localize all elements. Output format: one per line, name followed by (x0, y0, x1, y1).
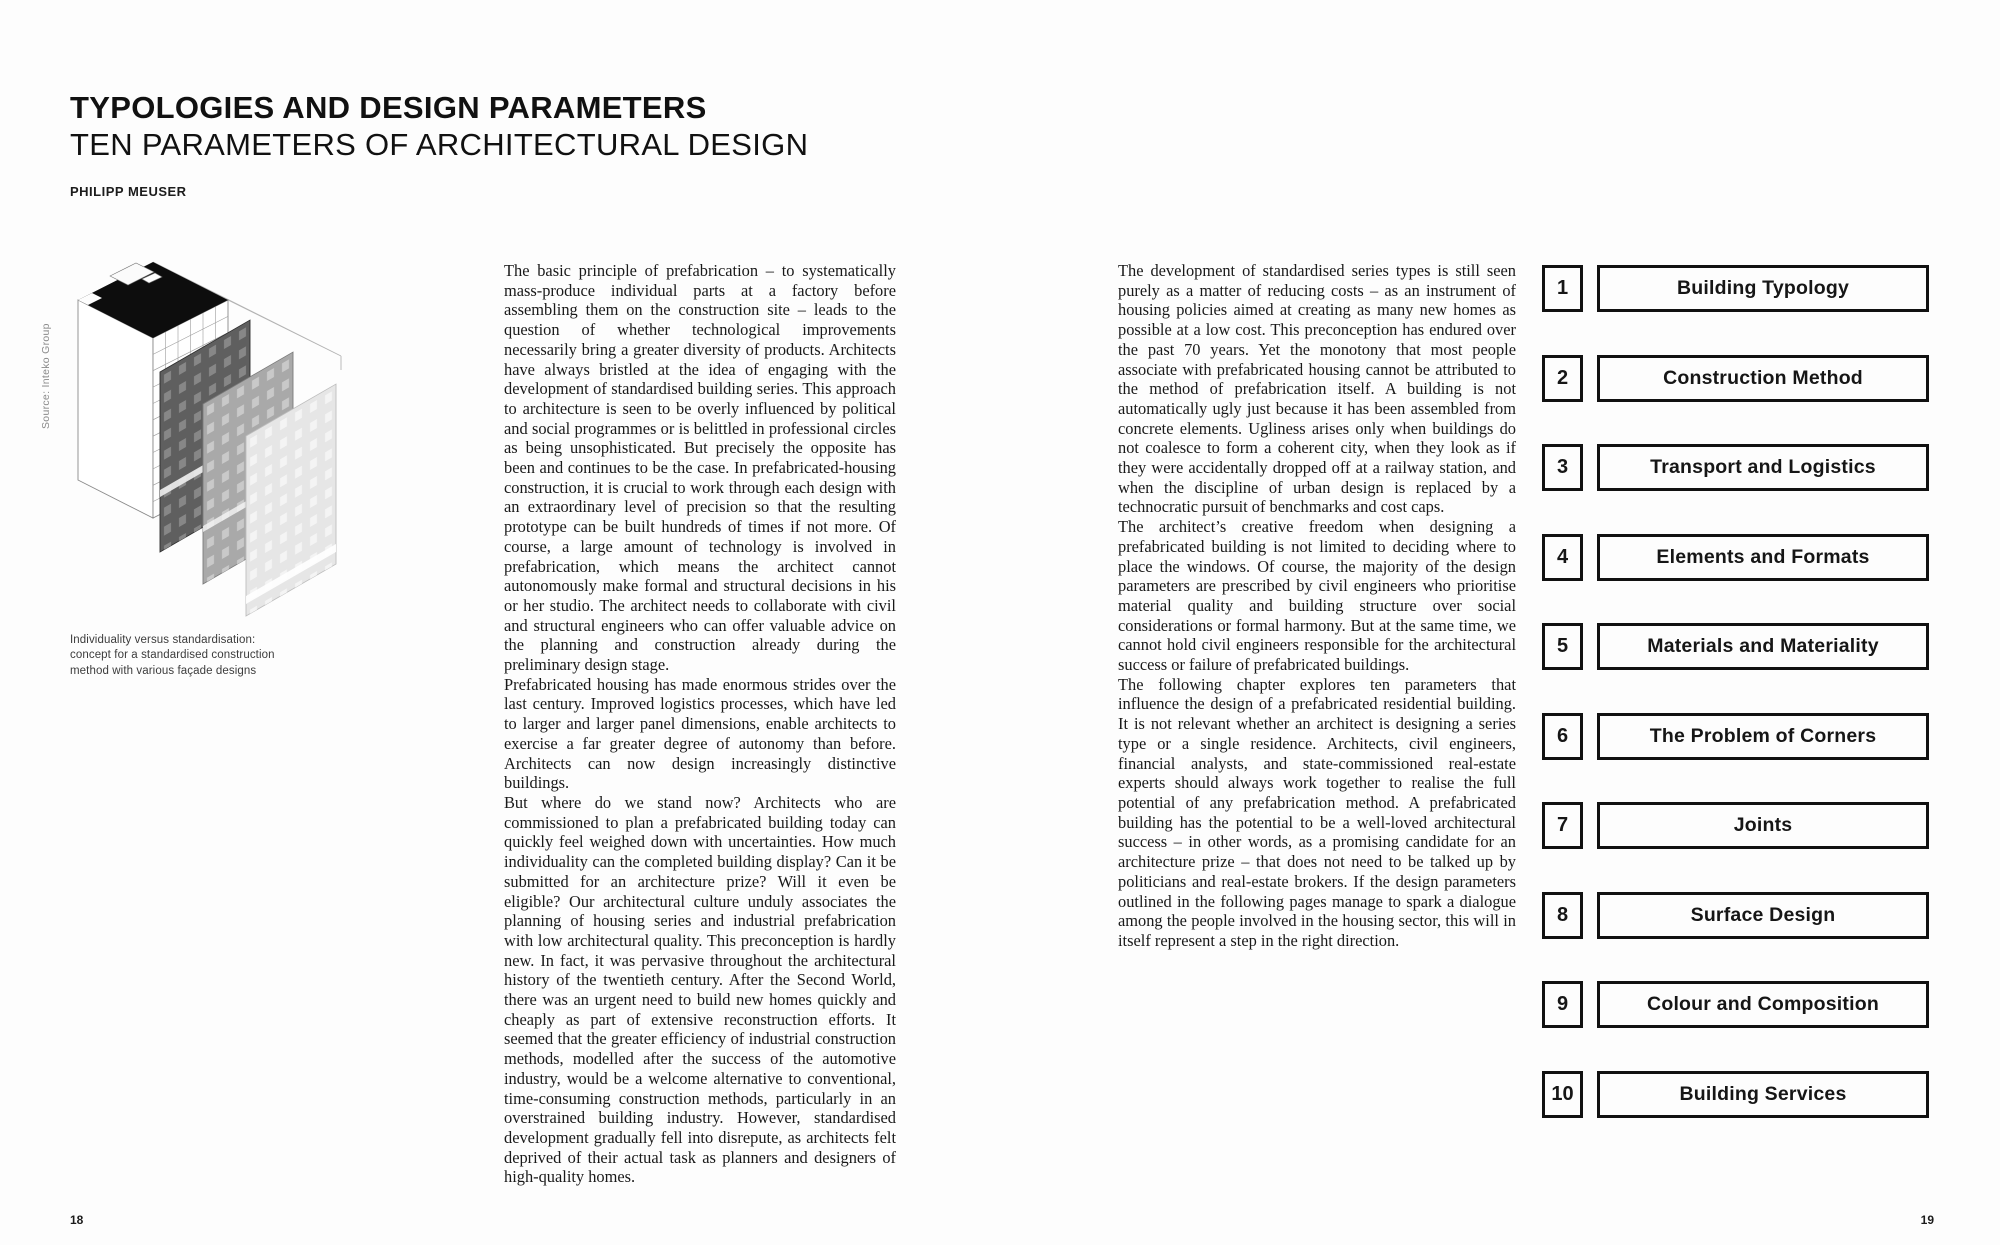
parameter-label: Building Typology (1597, 265, 1929, 312)
figure-caption-line: Individuality versus standardisation: (70, 634, 256, 646)
parameter-label: Elements and Formats (1597, 534, 1929, 581)
author-name: PHILIPP MEUSER (70, 184, 187, 199)
parameter-number: 6 (1542, 713, 1583, 760)
parameter-number: 1 (1542, 265, 1583, 312)
parameters-list (1542, 265, 1932, 1160)
parameter-row (1542, 355, 1932, 402)
parameter-label: Surface Design (1597, 892, 1929, 939)
parameter-row (1542, 534, 1932, 581)
parameter-number: 5 (1542, 623, 1583, 670)
figure-caption-line: concept for a standardised construction (70, 649, 275, 662)
page-title: TYPOLOGIES AND DESIGN PARAMETERS (70, 90, 707, 125)
page-subtitle: TEN PARAMETERS OF ARCHITECTURAL DESIGN (70, 127, 809, 162)
figure-source-credit: Source: Inteko Group (40, 323, 52, 429)
parameter-row (1542, 444, 1932, 491)
body-paragraph: The architect’s creative freedom when designing a prefabricated building is not limited to deciding where to place the windows. Of course, the majority of the design parameters are prescribed by civil engineers who prioritise material quality and building structure over social considerations or formal harmony. But at the same time, we cannot hold civil engineers responsible for the architectural success or failure of prefabricated buildings. (1118, 517, 1516, 675)
figure-caption (70, 633, 320, 679)
parameter-label: Colour and Composition (1597, 981, 1929, 1028)
parameter-row (1542, 713, 1932, 760)
parameter-number: 2 (1542, 355, 1583, 402)
parameter-row (1542, 1071, 1932, 1118)
parameter-row (1542, 892, 1932, 939)
parameter-label: Materials and Materiality (1597, 623, 1929, 670)
parameter-label: The Problem of Corners (1597, 713, 1929, 760)
body-paragraph: Prefabricated housing has made enormous strides over the last century. Improved logistics processes, which have led to larger and larger panel dimensions, enable architects to exercise a far greater degree of autonomy than before. Architects can now design increasingly distinctive buildings. (504, 674, 896, 793)
body-paragraph: The development of standardised series types is still seen purely as a matter of reducing costs – as an instrument of housing policies aimed at creating as many new homes as possible at a low cost. This preconception has endured over the past 70 years. Yet the monotony that most people associate with prefabricated housing cannot be attributed to the method of prefabrication itself. A building is not automatically ugly just because it has been assembled from concrete elements. Ugliness arises only when buildings do not coalesce to form a coherent city, when they look as if they were accidentally dropped off at a railway station, and when the discipline of urban design is replaced by a technocratic pursuit of benchmarks and cost caps. (1118, 261, 1516, 517)
figure-caption-line: method with various façade designs (70, 664, 257, 677)
parameter-number: 7 (1542, 802, 1583, 849)
body-paragraph: The following chapter explores ten parameters that influence the design of a prefabricated residential building. It is not relevant whether an architect is designing a series type or a single residence. Architects, civil engineers, financial analysts, and state-commissioned real-estate experts should always work together to realise the full potential of any prefabrication method. A prefabricated building has the potential to be a well-loved architectural success – in other words, as a promising candidate for an architecture prize – that does not need to be talked up by politicians and real-estate brokers. If the design parameters outlined in the following pages manage to spark a dialogue among the people involved in the housing sector, this will in itself represent a step in the right direction. (1118, 674, 1516, 950)
parameter-row (1542, 802, 1932, 849)
parameter-label: Joints (1597, 802, 1929, 849)
parameter-label: Construction Method (1597, 355, 1929, 402)
parameter-number: 8 (1542, 892, 1583, 939)
body-column-left (504, 261, 896, 1187)
page-number-left: 18 (70, 1213, 84, 1227)
exploded-axonometric-figure (58, 232, 376, 624)
body-column-right (1118, 261, 1516, 951)
parameter-row (1542, 981, 1932, 1028)
parameter-row (1542, 623, 1932, 670)
building-axonometric-icon (58, 232, 376, 624)
parameter-label: Building Services (1597, 1071, 1929, 1118)
parameter-number: 3 (1542, 444, 1583, 491)
parameter-number: 10 (1542, 1071, 1583, 1118)
parameter-row (1542, 265, 1932, 312)
body-paragraph: But where do we stand now? Architects who are commissioned to plan a prefabricated building today can quickly feel weighed down with uncertainties. How much individuality can the completed building display? Can it be submitted for an architecture prize? Will it even be eligible? Our architectural culture unduly associates the planning of housing series and industrial prefabrication with low architectural quality. This preconception is hardly new. In fact, it was pervasive throughout the architectural history of the twentieth century. After the Second World, there was an urgent need to build new homes quickly and cheaply as part of extensive reconstruction efforts. It seemed that the greater efficiency of industrial construction methods, modelled after the success of the automotive industry, would be a welcome alternative to conventional, time-consuming construction methods, particularly in an overstrained building industry. However, standardised development gradually fell into disrepute, as architects felt deprived of their actual task as planners and designers of high-quality homes. (504, 792, 896, 1187)
page-number-right: 19 (1920, 1213, 1934, 1227)
parameter-number: 9 (1542, 981, 1583, 1028)
body-paragraph: The basic principle of prefabrication – to systematically mass-produce individual parts at a factory before assembling them on the construction site – leads to the question of whether technological improvements necessarily bring a greater diversity of products. Architects have always bristled at the idea of engaging with the development of standardised building series. This approach to architecture is seen to be overly influenced by political and social programmes or is belittled in professional circles as being unsophisticated. But precisely the opposite has been and continues to be the case. In prefabricated-housing construction, it is crucial to work through each design with an extraordinary level of precision so that the resulting prototype can be built hundreds of times if not more. Of course, a large amount of technology is involved in prefabrication, which means the architect cannot autonomously make formal and structural decisions in his or her studio. The architect needs to collaborate with civil and structural engineers who can offer valuable advice on the planning and construction already during the preliminary design stage. (504, 261, 896, 675)
parameter-label: Transport and Logistics (1597, 444, 1929, 491)
parameter-number: 4 (1542, 534, 1583, 581)
